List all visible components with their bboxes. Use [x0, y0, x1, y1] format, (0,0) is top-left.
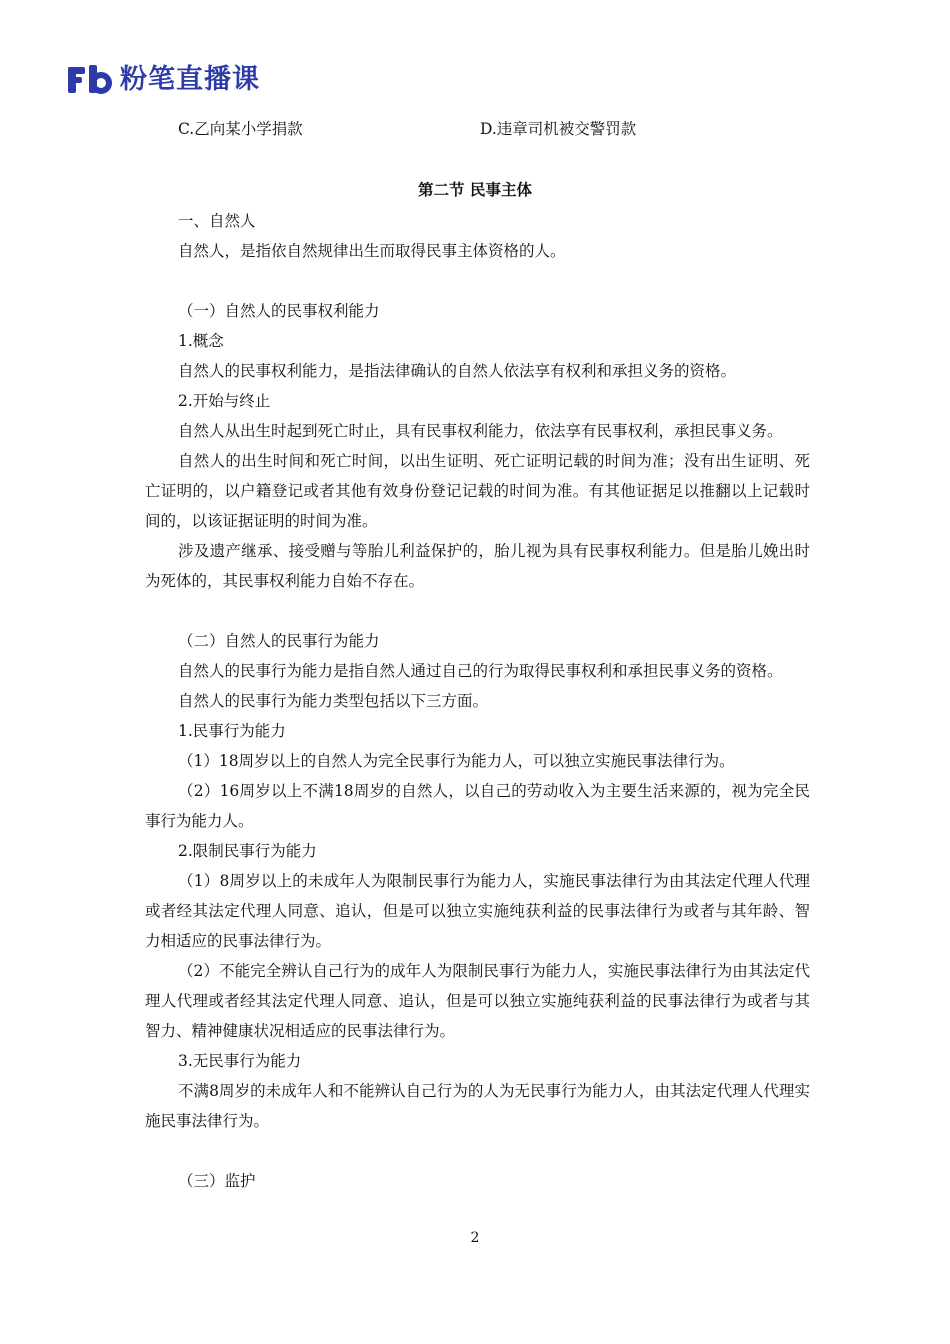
paragraph: 自然人，是指依自然规律出生而取得民事主体资格的人。: [178, 242, 566, 260]
paragraph: （2）不能完全辨认自己行为的成年人为限制民事行为能力人，实施民事法律行为由其法定代理人代理或者经其法定代理人同意、追认，但是可以独立实施纯获利益的民事法律行为或者与其智力、精神健康状况相适应的民事法律行为。: [145, 962, 810, 1040]
fb-logo-icon: [68, 65, 112, 95]
paragraph: 不满8周岁的未成年人和不能辨认自己行为的人为无民事行为能力人，由其法定代理人代理实施民事法律行为。: [145, 1082, 810, 1130]
item-heading: 1.概念: [178, 332, 224, 350]
item-heading: 3.无民事行为能力: [178, 1052, 302, 1070]
subheading-civil-rights-capacity: （一）自然人的民事权利能力: [178, 302, 380, 320]
brand-logo: [68, 62, 260, 98]
paragraph: 自然人的出生时间和死亡时间，以出生证明、死亡证明记载的时间为准；没有出生证明、死亡证明的，以户籍登记或者其他有效身份登记记载的时间为准。有其他证据足以推翻以上记载时间的，以该证据证明的时间为准。: [145, 452, 810, 530]
document-body: [145, 206, 810, 1196]
paragraph: 涉及遗产继承、接受赠与等胎儿利益保护的，胎儿视为具有民事权利能力。但是胎儿娩出时为死体的，其民事权利能力自始不存在。: [145, 542, 810, 590]
subheading-civil-conduct-capacity: （二）自然人的民事行为能力: [178, 632, 380, 650]
heading-natural-person: 一、自然人: [178, 212, 256, 230]
option-d: D.违章司机被交警罚款: [480, 120, 637, 138]
item-heading: 1.民事行为能力: [178, 722, 286, 740]
paragraph: 自然人的民事行为能力是指自然人通过自己的行为取得民事权利和承担民事义务的资格。: [178, 662, 783, 680]
paragraph: （1）8周岁以上的未成年人为限制民事行为能力人，实施民事法律行为由其法定代理人代理或者经其法定代理人同意、追认，但是可以独立实施纯获利益的民事法律行为或者与其年龄、智力相适应的民事法律行为。: [145, 872, 810, 950]
section-title: 第二节 民事主体: [418, 180, 532, 199]
paragraph: 自然人的民事行为能力类型包括以下三方面。: [178, 692, 489, 710]
paragraph: 自然人从出生时起到死亡时止，具有民事权利能力，依法享有民事权利，承担民事义务。: [178, 422, 783, 440]
paragraph: （1）18周岁以上的自然人为完全民事行为能力人，可以独立实施民事法律行为。: [178, 752, 735, 770]
option-c: C.乙向某小学捐款: [178, 120, 303, 138]
paragraph: 自然人的民事权利能力，是指法律确认的自然人依法享有权利和承担义务的资格。: [178, 362, 737, 380]
item-heading: 2.限制民事行为能力: [178, 842, 317, 860]
paragraph: （2）16周岁以上不满18周岁的自然人，以自己的劳动收入为主要生活来源的，视为完全民事行为能力人。: [145, 782, 810, 830]
logo-text: 粉笔直播课: [120, 64, 260, 95]
item-heading: 2.开始与终止: [178, 392, 271, 410]
page-number: 2: [470, 1230, 480, 1246]
answer-options: [0, 117, 950, 145]
subheading-guardianship: （三）监护: [178, 1172, 256, 1190]
